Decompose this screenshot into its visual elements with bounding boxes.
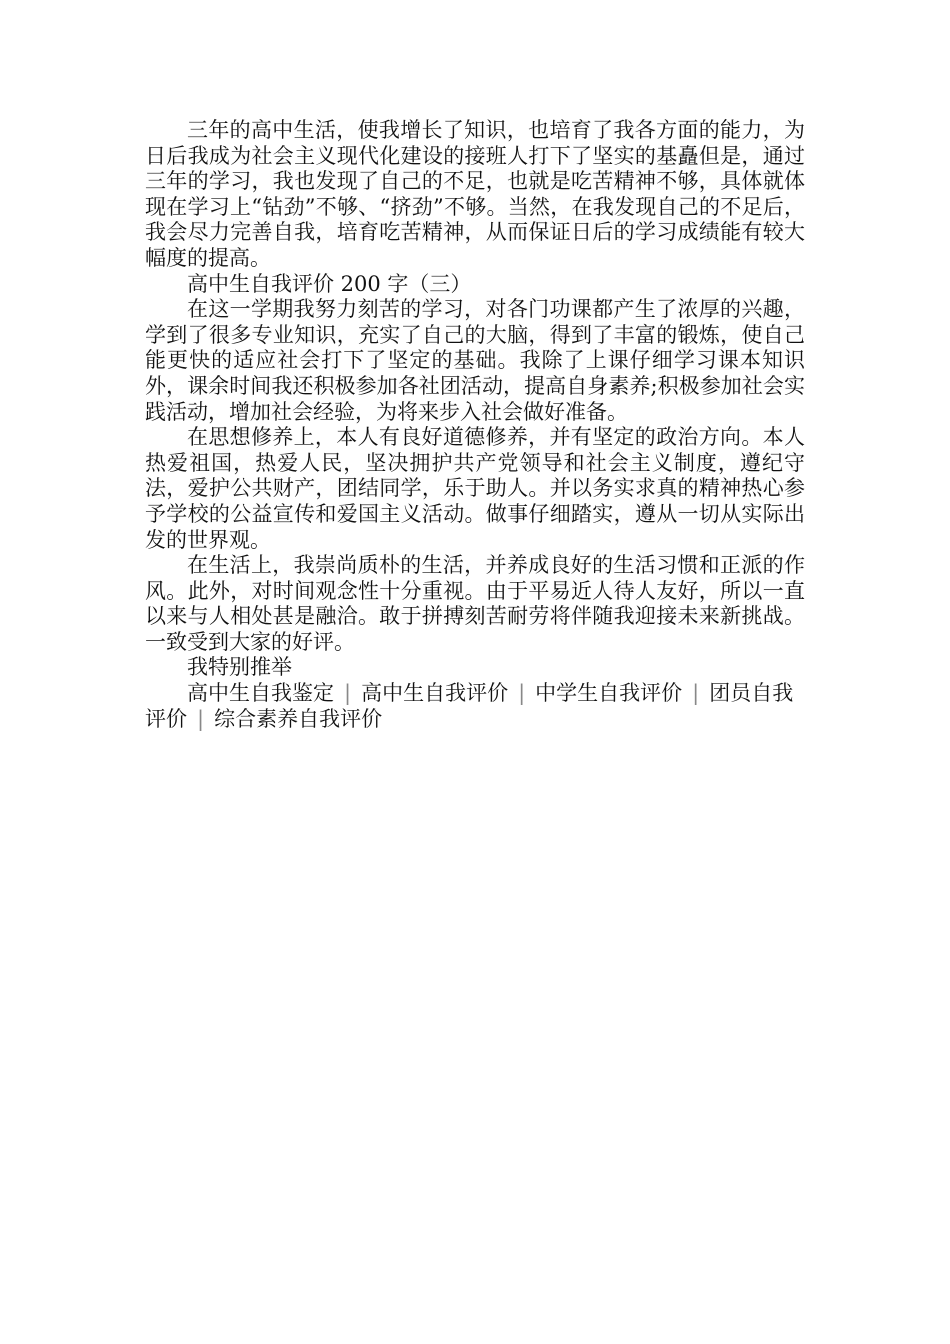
recommend-link-middle-school-self-evaluation[interactable]: 中学生自我评价 <box>535 681 683 706</box>
recommend-links <box>145 681 805 732</box>
link-separator: | <box>197 706 205 731</box>
paragraph-intro: 三年的高中生活，使我增长了知识，也培育了我各方面的能力，为日后我成为社会主义现代化建设的接班人打下了坚实的基矗但是，通过三年的学习，我也发现了自己的不足，也就是吃苦精神不够，具体就体现在学习上“钻劲”不够、“挤劲”不够。当然，在我发现自己的不足后，我会尽力完善自我，培育吃苦精神，从而保证日后的学习成绩能有较大幅度的提高。 <box>145 118 805 270</box>
paragraph-ideology: 在思想修养上，本人有良好道德修养，并有坚定的政治方向。本人热爱祖国，热爱人民，坚决拥护共产党领导和社会主义制度，遵纪守法，爱护公共财产，团结同学，乐于助人。并以务实求真的精神热心参予学校的公益宣传和爱国主义活动。做事仔细踏实，遵从一切从实际出发的世界观。 <box>145 425 805 552</box>
recommend-link-comprehensive-quality-self-evaluation[interactable]: 综合素养自我评价 <box>214 706 383 731</box>
recommend-link-high-school-appraisal[interactable]: 高中生自我鉴定 <box>187 681 334 706</box>
section-title: 高中生自我评价 200 字（三） <box>187 271 472 296</box>
paragraph-study: 在这一学期我努力刻苦的学习，对各门功课都产生了浓厚的兴趣，学到了很多专业知识，充实了自己的大脑，得到了丰富的锻炼，使自己能更快的适应社会打下了坚定的基础。我除了上课仔细学习课本知识外，课余时间我还积极参加各社团活动，提高自身素养;积极参加社会实践活动，增加社会经验，为将来步入社会做好准备。 <box>145 297 805 424</box>
link-separator: | <box>518 681 526 706</box>
paragraph-life: 在生活上，我崇尚质朴的生活，并养成良好的生活习惯和正派的作风。此外，对时间观念性十分重视。由于平易近人待人友好，所以一直以来与人相处甚是融洽。敢于拼搏刻苦耐劳将伴随我迎接未来新挑战。一致受到大家的好评。 <box>145 553 805 654</box>
link-separator: | <box>692 681 700 706</box>
recommend-link-high-school-self-evaluation[interactable]: 高中生自我评价 <box>361 681 509 706</box>
document-page <box>145 118 805 732</box>
recommend-label: 我特别推举 <box>187 655 292 680</box>
link-separator: | <box>344 681 352 706</box>
recommend-link-league-member-self-evaluation[interactable]: 团员自我评价 <box>145 681 794 731</box>
